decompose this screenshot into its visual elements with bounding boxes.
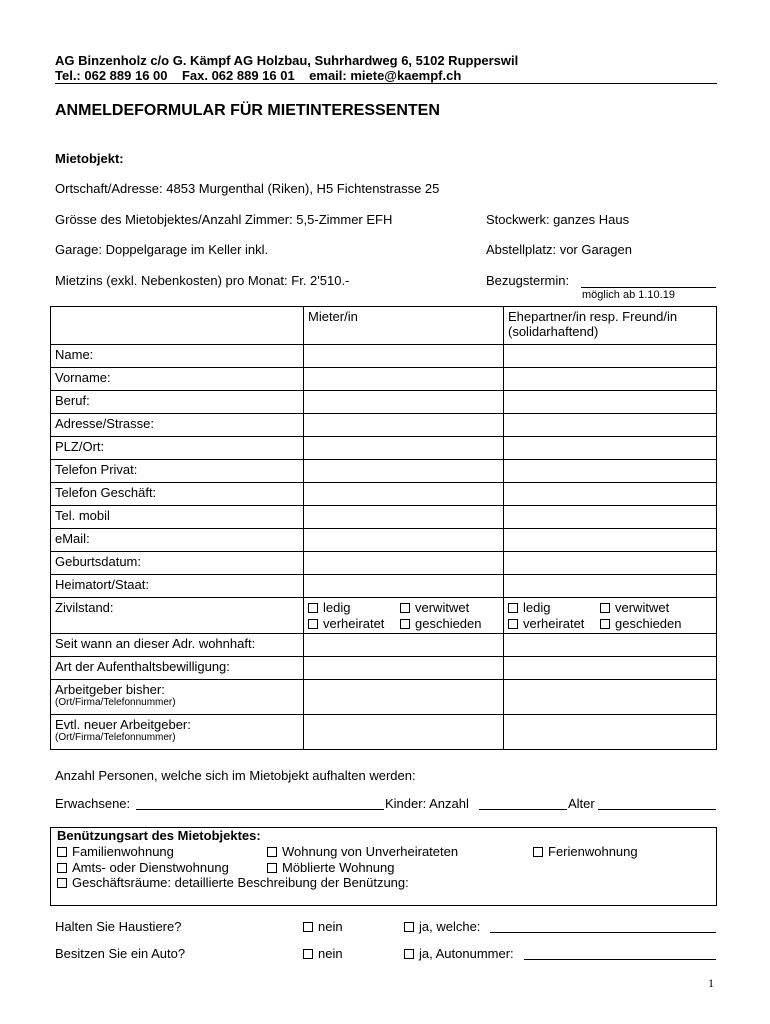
partner-civil-cell: [504, 598, 717, 634]
partner-mobile-cell[interactable]: [504, 506, 717, 529]
row-label-permit: Art der Aufenthaltsbewilligung:: [51, 657, 304, 680]
option-label: Familienwohnung: [72, 844, 174, 859]
partner-since-cell[interactable]: [504, 634, 717, 657]
row-label-origin: Heimatort/Staat:: [51, 575, 304, 598]
adults-field[interactable]: [136, 809, 384, 810]
checkbox-icon[interactable]: [267, 847, 277, 857]
table-row: [51, 345, 717, 368]
usage-heading: Benützungsart des Mietobjektes:: [57, 828, 261, 843]
checkbox-icon[interactable]: [400, 619, 410, 629]
tenant-civil-divorced[interactable]: [400, 616, 482, 631]
children-field[interactable]: [479, 809, 567, 810]
employer-new-hint: (Ort/Firma/Telefonnummer): [55, 732, 176, 743]
row-label-email: eMail:: [51, 529, 304, 552]
table-header-row: [51, 307, 717, 345]
table-row: [51, 437, 717, 460]
partner-civil-widowed[interactable]: [600, 600, 669, 615]
page-number: 1: [708, 976, 714, 990]
row-label-employer-prev: [51, 680, 304, 715]
car-field[interactable]: [524, 959, 716, 960]
age-label: Alter: [568, 796, 595, 811]
partner-employer-new-cell[interactable]: [504, 715, 717, 750]
tenant-civil-married[interactable]: [308, 616, 384, 631]
checkbox-icon[interactable]: [57, 847, 67, 857]
tenant-table: [50, 306, 717, 750]
partner-origin-cell[interactable]: [504, 575, 717, 598]
table-row: [51, 391, 717, 414]
option-label: verwitwet: [415, 600, 470, 615]
col-header-tenant: Mieter/in: [304, 307, 504, 345]
usage-furnished[interactable]: [267, 860, 395, 875]
checkbox-icon[interactable]: [508, 619, 518, 629]
row-label-mobile: Tel. mobil: [51, 506, 304, 529]
page-title: ANMELDEFORMULAR FÜR MIETINTERESSENTEN: [55, 102, 440, 119]
partner-civil-single[interactable]: [508, 600, 550, 615]
tenant-phone-business-cell[interactable]: [304, 483, 504, 506]
object-storage: Abstellplatz: vor Garagen: [486, 242, 632, 257]
usage-holiday[interactable]: [533, 844, 638, 859]
checkbox-icon[interactable]: [57, 863, 67, 873]
partner-job-cell[interactable]: [504, 391, 717, 414]
company-contact: Tel.: 062 889 16 00 Fax. 062 889 16 01 email: miete@kaempf.ch: [55, 68, 462, 83]
pets-field[interactable]: [490, 932, 716, 933]
option-label: Möblierte Wohnung: [282, 860, 395, 875]
checkbox-icon[interactable]: [600, 603, 610, 613]
option-label: Geschäftsräume: detaillierte Beschreibung der Benützung:: [72, 875, 409, 890]
usage-official[interactable]: [57, 860, 229, 875]
row-label-employer-new: [51, 715, 304, 750]
move-in-field[interactable]: [581, 287, 716, 288]
option-label: verheiratet: [323, 616, 385, 631]
partner-address-cell[interactable]: [504, 414, 717, 437]
tenant-phone-private-cell[interactable]: [304, 460, 504, 483]
car-question: Besitzen Sie ein Auto?: [55, 946, 186, 961]
children-label: Kinder: Anzahl: [385, 796, 469, 811]
row-label-phone-business: Telefon Geschäft:: [51, 483, 304, 506]
option-label: geschieden: [415, 616, 482, 631]
employer-prev-hint: (Ort/Firma/Telefonnummer): [55, 697, 176, 708]
row-label-birth: Geburtsdatum:: [51, 552, 304, 575]
partner-zip-cell[interactable]: [504, 437, 717, 460]
tenant-since-cell[interactable]: [304, 634, 504, 657]
move-in-note: möglich ab 1.10.19: [582, 289, 675, 301]
tenant-employer-new-cell[interactable]: [304, 715, 504, 750]
adults-label: Erwachsene:: [55, 796, 131, 811]
row-label-first-name: Vorname:: [51, 368, 304, 391]
option-label: ledig: [323, 600, 351, 615]
tenant-name-cell[interactable]: [304, 345, 504, 368]
checkbox-icon[interactable]: [404, 922, 414, 932]
table-row: [51, 414, 717, 437]
partner-employer-prev-cell[interactable]: [504, 680, 717, 715]
table-row: [51, 715, 717, 750]
table-row: [51, 598, 717, 634]
checkbox-icon[interactable]: [303, 949, 313, 959]
row-label-civil: Zivilstand:: [51, 598, 304, 634]
option-label: Amts- oder Dienstwohnung: [72, 860, 229, 875]
checkbox-icon[interactable]: [57, 878, 67, 888]
tenant-mobile-cell[interactable]: [304, 506, 504, 529]
table-row: [51, 680, 717, 715]
tenant-permit-cell[interactable]: [304, 657, 504, 680]
table-corner-cell: [51, 307, 304, 345]
tenant-civil-widowed[interactable]: [400, 600, 469, 615]
header-divider: [55, 83, 717, 84]
row-label-since: Seit wann an dieser Adr. wohnhaft:: [51, 634, 304, 657]
usage-family[interactable]: [57, 844, 174, 859]
usage-box: [50, 827, 717, 906]
pets-yes[interactable]: [404, 919, 480, 934]
object-garage: Garage: Doppelgarage im Keller inkl.: [55, 242, 269, 257]
tenant-job-cell[interactable]: [304, 391, 504, 414]
checkbox-icon[interactable]: [508, 603, 518, 613]
checkbox-icon[interactable]: [600, 619, 610, 629]
table-row: [51, 634, 717, 657]
object-size: Grösse des Mietobjektes/Anzahl Zimmer: 5,5-Zimmer EFH: [55, 212, 393, 227]
partner-phone-business-cell[interactable]: [504, 483, 717, 506]
checkbox-icon[interactable]: [308, 619, 318, 629]
row-label-phone-private: Telefon Privat:: [51, 460, 304, 483]
partner-permit-cell[interactable]: [504, 657, 717, 680]
checkbox-icon[interactable]: [303, 922, 313, 932]
option-label: Ferienwohnung: [548, 844, 638, 859]
tenant-first-name-cell[interactable]: [304, 368, 504, 391]
object-heading: Mietobjekt:: [55, 151, 124, 166]
tenant-zip-cell[interactable]: [304, 437, 504, 460]
option-label: ja, Autonummer:: [419, 946, 514, 961]
row-label-address: Adresse/Strasse:: [51, 414, 304, 437]
table-row: [51, 529, 717, 552]
partner-first-name-cell[interactable]: [504, 368, 717, 391]
object-rent: Mietzins (exkl. Nebenkosten) pro Monat: Fr. 2'510.-: [55, 273, 350, 288]
persons-question: Anzahl Personen, welche sich im Mietobjekt aufhalten werden:: [55, 768, 416, 783]
table-row: [51, 575, 717, 598]
pets-no[interactable]: [303, 919, 343, 934]
partner-birth-cell[interactable]: [504, 552, 717, 575]
age-field[interactable]: [598, 809, 716, 810]
option-label: nein: [318, 946, 343, 961]
checkbox-icon[interactable]: [404, 949, 414, 959]
table-row: [51, 460, 717, 483]
employer-new-label: Evtl. neuer Arbeitgeber:: [55, 717, 191, 732]
option-label: verheiratet: [523, 616, 585, 631]
tenant-address-cell[interactable]: [304, 414, 504, 437]
option-label: geschieden: [615, 616, 682, 631]
partner-phone-private-cell[interactable]: [504, 460, 717, 483]
usage-business[interactable]: [57, 875, 409, 890]
tenant-birth-cell[interactable]: [304, 552, 504, 575]
checkbox-icon[interactable]: [308, 603, 318, 613]
usage-unmarried[interactable]: [267, 844, 458, 859]
move-in-label: Bezugstermin:: [486, 273, 570, 288]
table-row: [51, 552, 717, 575]
table-row: [51, 483, 717, 506]
object-address: Ortschaft/Adresse: 4853 Murgenthal (Riken), H5 Fichtenstrasse 25: [55, 181, 440, 196]
row-label-name: Name:: [51, 345, 304, 368]
checkbox-icon[interactable]: [267, 863, 277, 873]
row-label-job: Beruf:: [51, 391, 304, 414]
option-label: ja, welche:: [419, 919, 481, 934]
partner-name-cell[interactable]: [504, 345, 717, 368]
option-label: Wohnung von Unverheirateten: [282, 844, 459, 859]
checkbox-icon[interactable]: [400, 603, 410, 613]
tenant-email-cell[interactable]: [304, 529, 504, 552]
checkbox-icon[interactable]: [533, 847, 543, 857]
table-row: [51, 368, 717, 391]
table-row: [51, 506, 717, 529]
car-yes[interactable]: [404, 946, 514, 961]
company-address: AG Binzenholz c/o G. Kämpf AG Holzbau, Suhrhardweg 6, 5102 Rupperswil: [55, 53, 519, 68]
object-floor: Stockwerk: ganzes Haus: [486, 212, 630, 227]
row-label-zip: PLZ/Ort:: [51, 437, 304, 460]
option-label: ledig: [523, 600, 551, 615]
tenant-origin-cell[interactable]: [304, 575, 504, 598]
tenant-employer-prev-cell[interactable]: [304, 680, 504, 715]
partner-civil-divorced[interactable]: [600, 616, 682, 631]
partner-email-cell[interactable]: [504, 529, 717, 552]
car-no[interactable]: [303, 946, 343, 961]
employer-prev-label: Arbeitgeber bisher:: [55, 682, 165, 697]
option-label: verwitwet: [615, 600, 670, 615]
partner-civil-married[interactable]: [508, 616, 584, 631]
option-label: nein: [318, 919, 343, 934]
table-row: [51, 657, 717, 680]
pets-question: Halten Sie Haustiere?: [55, 919, 182, 934]
col-header-partner: Ehepartner/in resp. Freund/in (solidarhaftend): [504, 307, 717, 345]
tenant-civil-single[interactable]: [308, 600, 350, 615]
tenant-civil-cell: [304, 598, 504, 634]
